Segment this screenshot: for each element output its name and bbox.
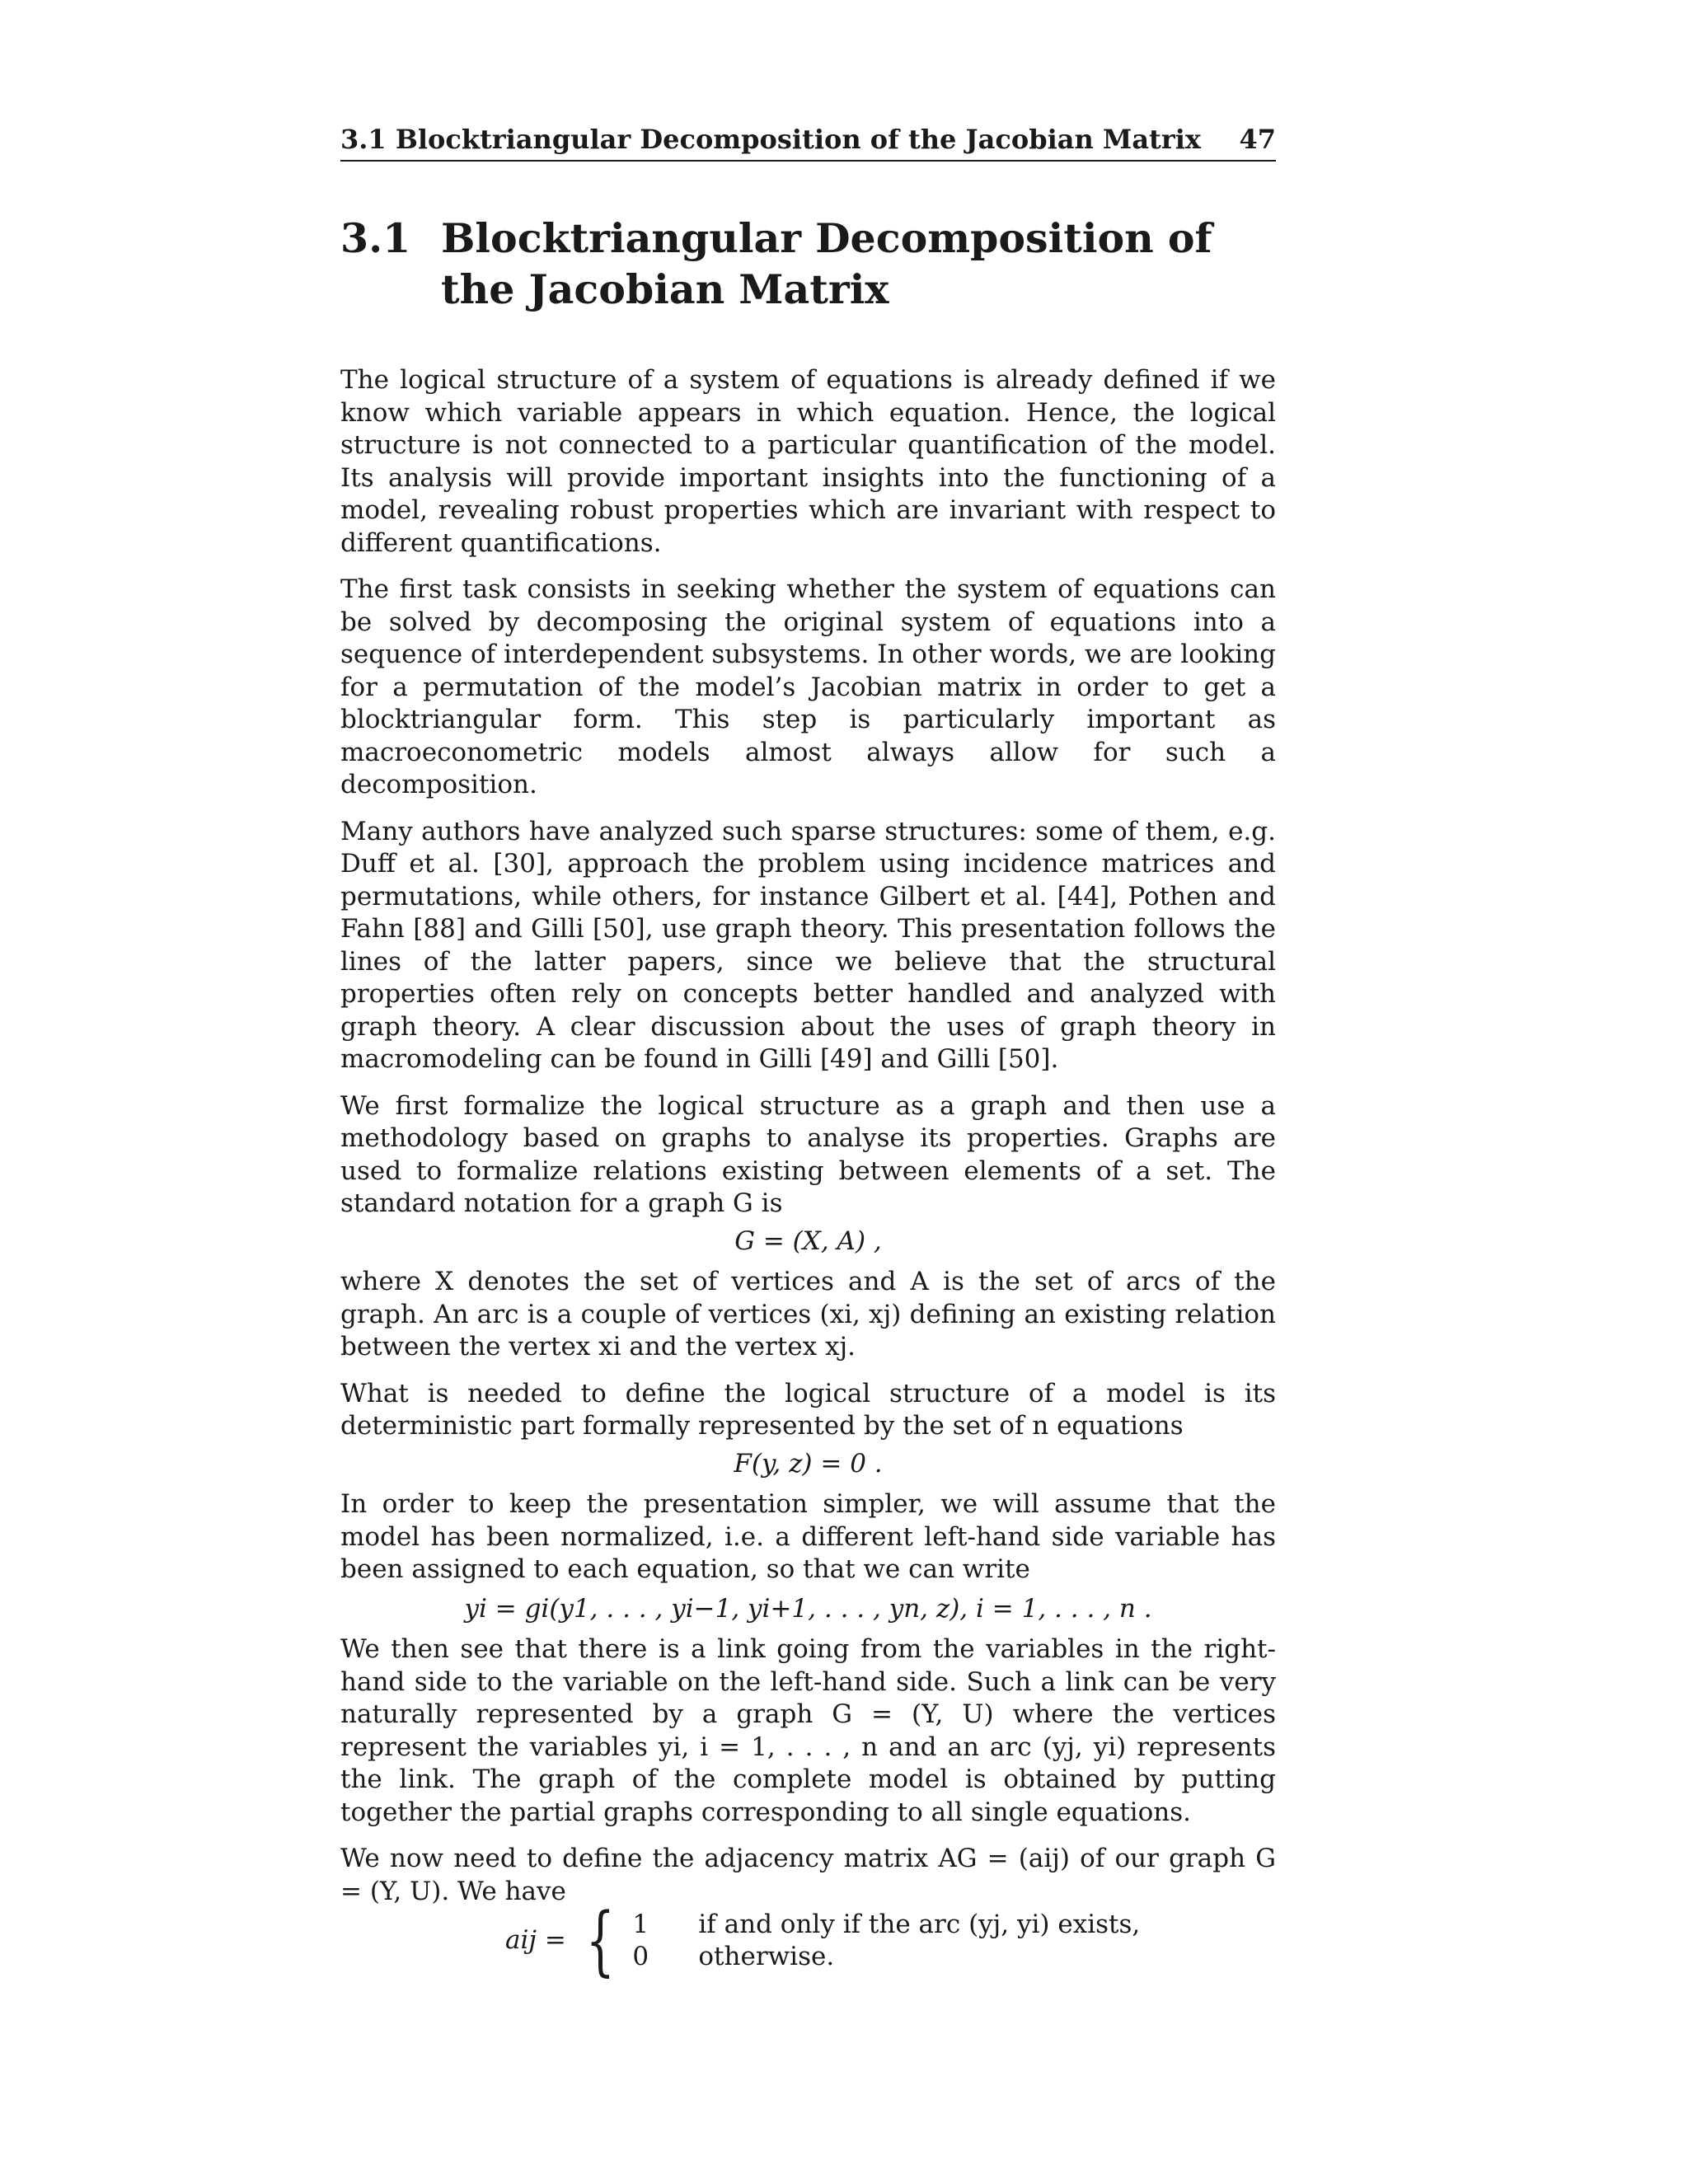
equation-graph: G = (X, A) ,	[734, 1226, 882, 1256]
paragraph-3: Many authors have analyzed such sparse structures: some of them, e.g. Duff et al. [30], approach the problem using incidence matrices and permutations, while others, for instance Gilbert et al. [44], Pothen and Fahn [88] and Gilli [50], use graph theory. This presentation follows the lines of the latter papers, since we believe that the structural properties often rely on concepts better handled and analyzed with graph theory. A clear discussion about the uses of graph theory in macromodeling can be found in Gilli [49] and Gilli [50].	[340, 816, 1276, 1074]
paragraph-2: The first task consists in seeking whether the system of equations can be solved by decomposing the original system of equations into a sequence of interdependent subsystems. In other words, we are looking for a permutation of the model’s Jacobian matrix in order to get a blocktriangular form. This step is particularly important as macroeconometric models almost always allow for such a decomposition.	[340, 574, 1276, 799]
section-number: 3.1	[340, 214, 411, 262]
paragraph-1: The logical structure of a system of equations is already defined if we know which variable appears in which equation. Hence, the logical structure is not connected to a particular quantification of the model. Its analysis will provide important insights into the functioning of a model, revealing robust properties which are invariant with respect to different quantifications.	[340, 365, 1276, 558]
case-1-value: 1	[632, 1909, 649, 1939]
case-2-condition: otherwise.	[698, 1942, 835, 1971]
paragraph-5: where X denotes the set of vertices and A is the set of arcs of the graph. An arc is a couple of vertices (xi, xj) defining an existing relation between the vertex xi and the vertex xj.	[340, 1267, 1276, 1361]
equation-system: F(y, z) = 0 .	[734, 1448, 883, 1479]
paragraph-9: We now need to define the adjacency matrix AG = (aij) of our graph G = (Y, U). We have	[340, 1844, 1276, 1906]
case-1-condition: if and only if the arc (yj, yi) exists,	[698, 1909, 1141, 1939]
case-2-value: 0	[632, 1942, 649, 1971]
left-brace-icon: {	[585, 1896, 615, 1985]
paragraph-4: We first formalize the logical structure as a graph and then use a methodology based on graphs to analyse its properties. Graphs are used to formalize relations existing between elements of a set. The standard notation for a graph G is	[340, 1090, 1276, 1218]
section-title: Blocktriangular Decomposition of the Jacobian Matrix	[441, 214, 1212, 313]
adjacency-definition	[505, 1896, 1276, 1985]
page-number: 47	[1239, 124, 1276, 155]
paragraph-6: What is needed to define the logical structure of a model is its deterministic part formally represented by the set of n equations	[340, 1378, 1276, 1441]
paragraph-7: In order to keep the presentation simpler, we will assume that the model has been normalized, i.e. a different left-hand side variable has been assigned to each equation, so that we can write	[340, 1489, 1276, 1584]
body-text	[340, 364, 1276, 1985]
equation-normalized: yi = gi(y1, . . . , yi−1, yi+1, . . . , yn, z), i = 1, . . . , n .	[464, 1593, 1152, 1624]
adjacency-lhs: aij =	[505, 1925, 566, 1956]
section-heading	[340, 213, 1276, 315]
paragraph-8: We then see that there is a link going from the variables in the right-hand side to the variable on the left-hand side. Such a link can be very naturally represented by a graph G = (Y, U) where the vertices represent the variables yi, i = 1, . . . , n and an arc (yj, yi) represents the link. The graph of the complete model is obtained by putting together the partial graphs corresponding to all single equations.	[340, 1634, 1276, 1827]
running-title: 3.1 Blocktriangular Decomposition of the Jacobian Matrix	[340, 124, 1201, 155]
running-header	[340, 124, 1276, 162]
cases-rows	[632, 1909, 1140, 1974]
page	[340, 124, 1276, 1985]
